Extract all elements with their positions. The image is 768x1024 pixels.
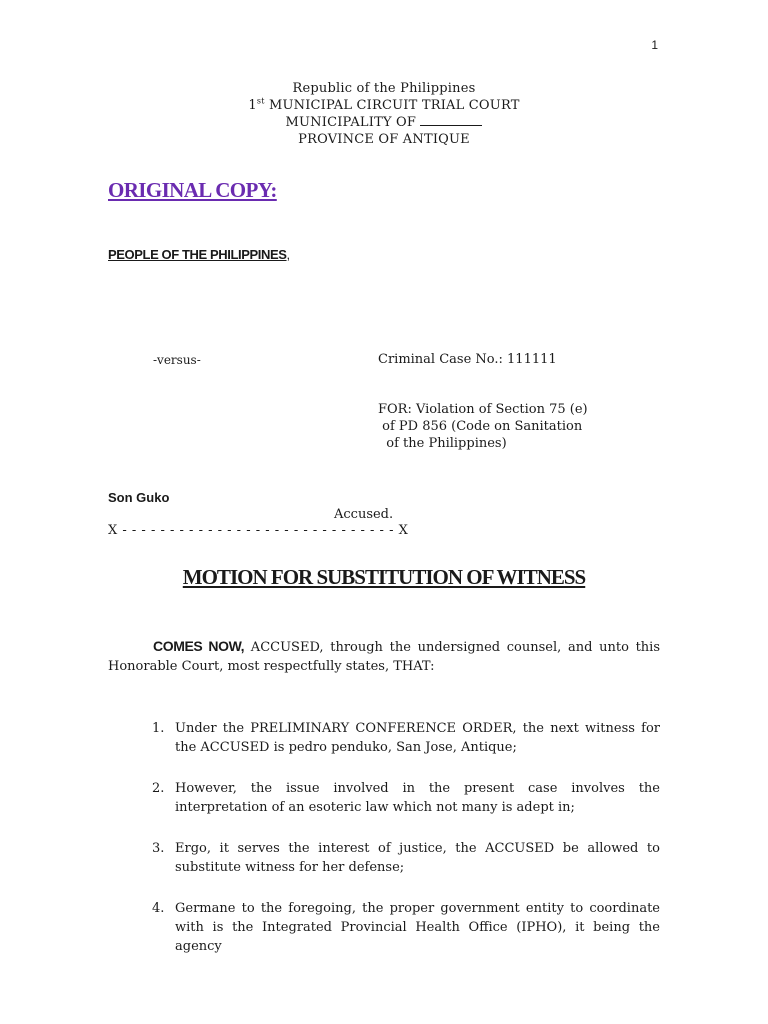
original-copy-label: ORIGINAL COPY: (108, 178, 277, 202)
list-item: 3. Ergo, it serves the interest of justice, the ACCUSED be allowed to substitute witness for her defense; (152, 841, 660, 875)
list-item: 4. Germane to the foregoing, the proper government entity to coordinate with is the Integrated Provincial Health Office (IPHO), it being the agency (152, 901, 660, 954)
page-number: 1 (651, 38, 658, 52)
list-item: 2. However, the issue involved in the present case involves the interpretation of an esoteric law which not many is adept in; (152, 781, 660, 815)
charge-description: FOR: Violation of Section 75 (e) of PD 856 (Code on Sanitation of the Philippines) (378, 402, 588, 451)
header-municipality: MUNICIPALITY OF (0, 114, 768, 131)
caption-separator: X - - - - - - - - - - - - - - - - - - - - - - - - - - - - - X (108, 523, 409, 538)
header-province: PROVINCE OF ANTIQUE (298, 132, 470, 147)
ordinal-suffix: st (256, 96, 265, 106)
court-header (0, 80, 768, 148)
intro-paragraph: COMES NOW, ACCUSED, through the undersigned counsel, and unto this Honorable Court, most respectfully states, THAT: (108, 638, 661, 674)
case-number: Criminal Case No.: 111111 (378, 352, 557, 367)
versus-label: -versus- (153, 353, 201, 367)
accused-label: Accused. (334, 507, 394, 522)
plaintiff: PEOPLE OF THE PHILIPPINES, (108, 247, 290, 262)
header-republic: Republic of the Philippines (292, 81, 476, 96)
list-item: 1. Under the PRELIMINARY CONFERENCE ORDER, the next witness for the ACCUSED is pedro penduko, San Jose, Antique; (152, 721, 660, 755)
accused-name: Son Guko (108, 490, 170, 505)
comes-now-lead: COMES NOW, (153, 638, 245, 654)
municipality-blank (420, 115, 482, 126)
header-court: 1st MUNICIPAL CIRCUIT TRIAL COURT (248, 96, 520, 113)
motion-title: MOTION FOR SUBSTITUTION OF WITNESS (182, 565, 586, 589)
